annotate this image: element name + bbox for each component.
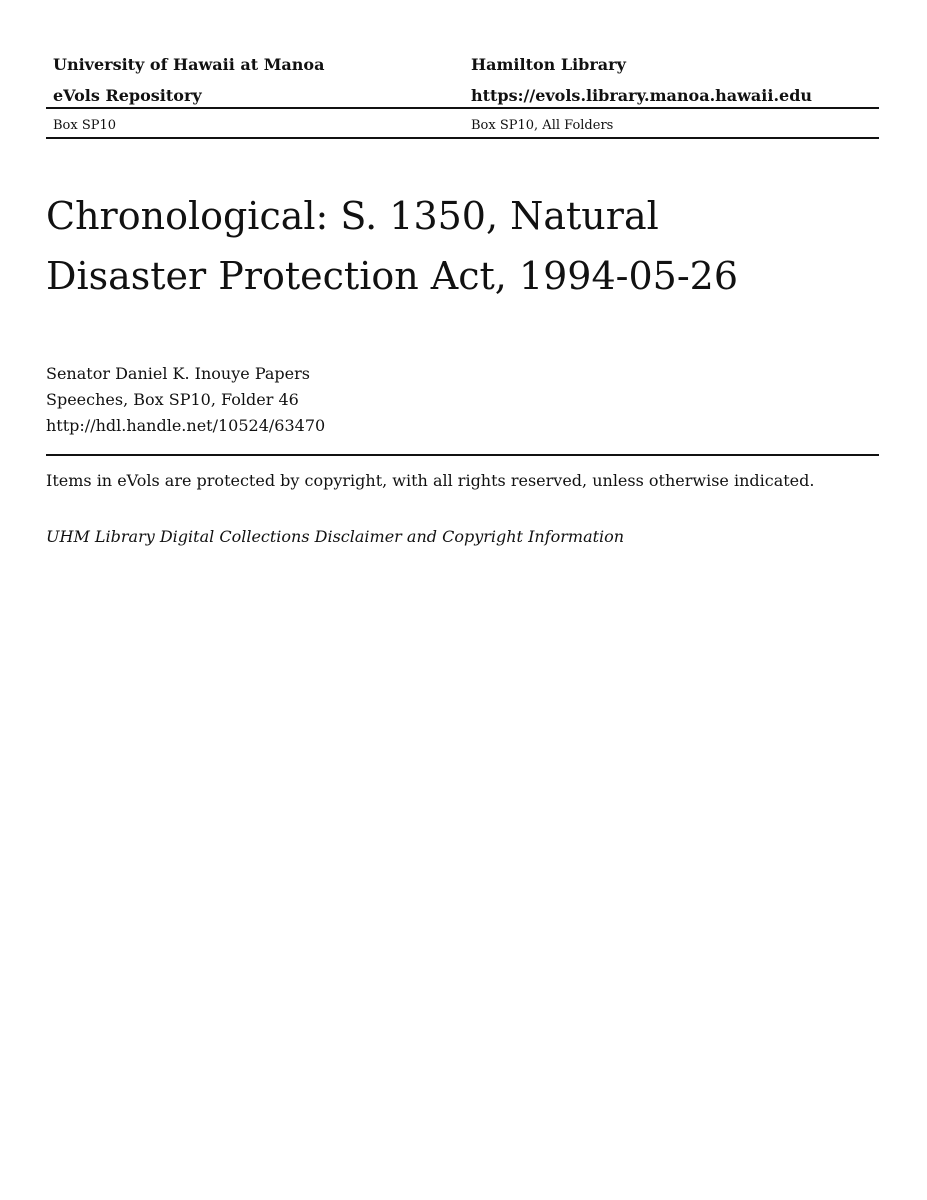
metadata-divider <box>46 454 879 456</box>
header <box>46 52 879 114</box>
box-label: Box SP10 <box>53 118 117 133</box>
header-row-2 <box>46 83 879 114</box>
institution-name: University of Hawaii at Manoa <box>53 55 325 74</box>
library-name: Hamilton Library <box>471 55 626 74</box>
folder-location: Speeches, Box SP10, Folder 46 <box>46 390 299 409</box>
header-row-1 <box>46 52 879 83</box>
document-title: Chronological: S. 1350, Natural Disaster Protection Act, 1994-05-26 <box>46 194 739 298</box>
header-divider-top <box>46 107 879 109</box>
box-folders-label: Box SP10, All Folders <box>471 118 614 133</box>
repository-name: eVols Repository <box>53 86 202 105</box>
disclaimer-link[interactable]: UHM Library Digital Collections Disclaimer and Copyright Information <box>46 527 625 546</box>
document-metadata <box>46 361 325 439</box>
collection-name: Senator Daniel K. Inouye Papers <box>46 364 310 383</box>
repository-url-link[interactable]: https://evols.library.manoa.hawaii.edu <box>471 86 813 105</box>
handle-link[interactable]: http://hdl.handle.net/10524/63470 <box>46 416 326 435</box>
header-divider-bottom <box>46 137 879 139</box>
copyright-notice: Items in eVols are protected by copyright, with all rights reserved, unless otherwise indicated. <box>46 471 815 490</box>
